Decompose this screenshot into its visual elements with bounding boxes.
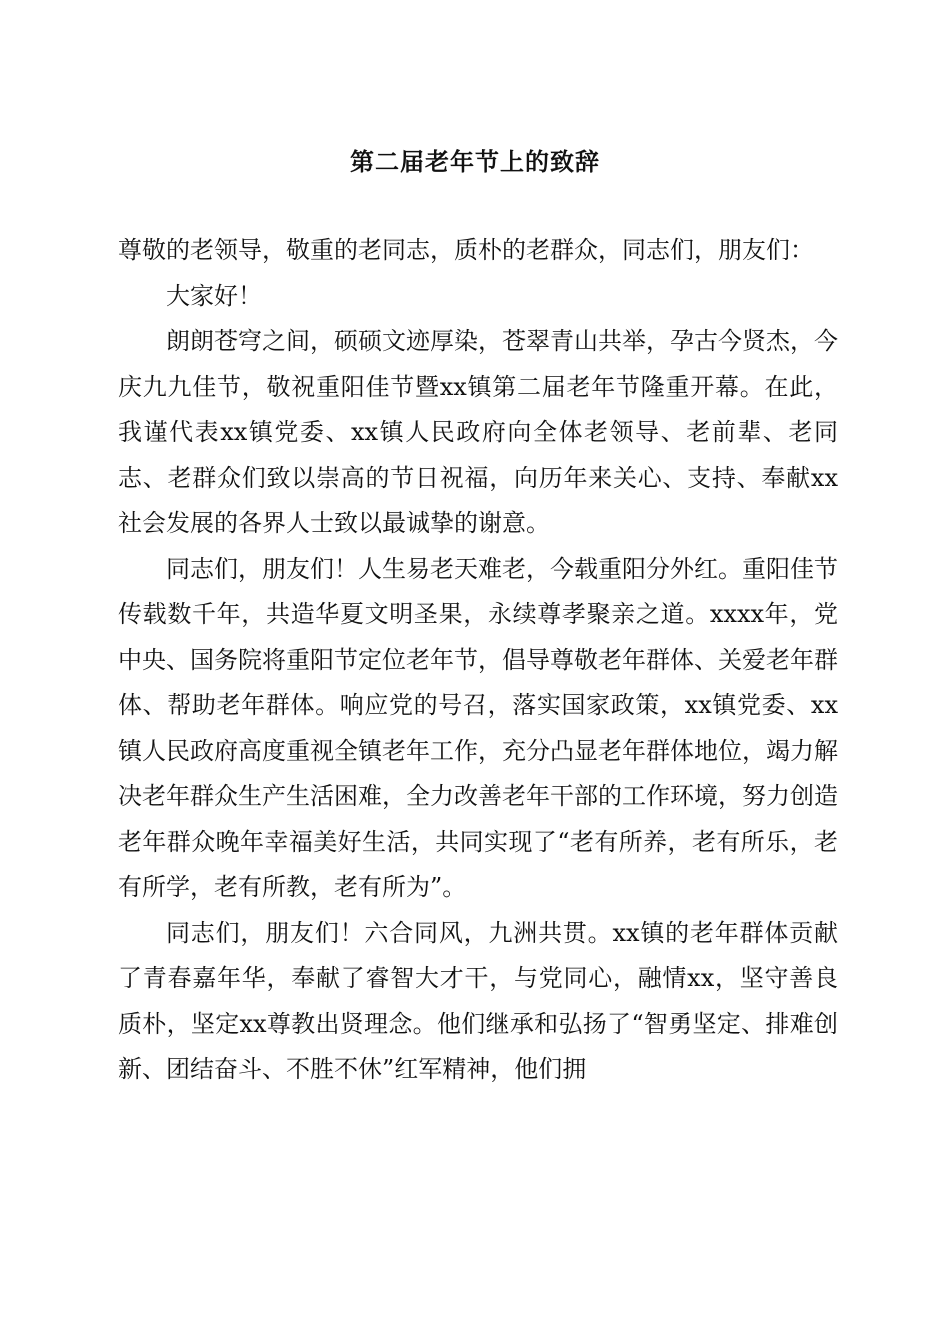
salutation: 尊敬的老领导，敬重的老同志，质朴的老群众，同志们，朋友们： <box>118 236 814 264</box>
greeting: 大家好！ <box>166 281 262 310</box>
paragraph: 朗朗苍穹之间，硕硕文迹厚染，苍翠青山共举，孕古今贤杰，今庆九九佳节，敬祝重阳佳节暨xx镇第二届老年节隆重开幕。在此，我谨代表xx镇党委、xx镇人民政府向全体老领导、老前辈、老同志、老群众们致以崇高的节日祝福，向历年来关心、支持、奉献xx社会发展的各界人士致以最诚挚的谢意。 <box>118 327 838 537</box>
paragraph: 同志们，朋友们！六合同风，九洲共贯。xx镇的老年群体贡献了青春嘉年华，奉献了睿智大才干，与党同心，融情xx，坚守善良质朴，坚定xx尊教出贤理念。他们继承和弘扬了“智勇坚定、排难创新、团结奋斗、不胜不休”红军精神，他们拥 <box>118 918 838 1083</box>
document-title: 第二届老年节上的致辞 <box>350 147 600 176</box>
paragraph: 同志们，朋友们！人生易老天难老，今载重阳分外红。重阳佳节传载数千年，共造华夏文明圣果，永续尊孝聚亲之道。xxxx年，党中央、国务院将重阳节定位老年节，倡导尊敬老年群体、关爱老年群体、帮助老年群体。响应党的号召，落实国家政策，xx镇党委、xx镇人民政府高度重视全镇老年工作，充分凸显老年群体地位，竭力解决老年群众生产生活困难，全力改善老年干部的工作环境，努力创造老年群众晚年幸福美好生活，共同实现了“老有所养，老有所乐，老有所学，老有所教，老有所为”。 <box>118 554 838 901</box>
document-body <box>118 228 838 1093</box>
